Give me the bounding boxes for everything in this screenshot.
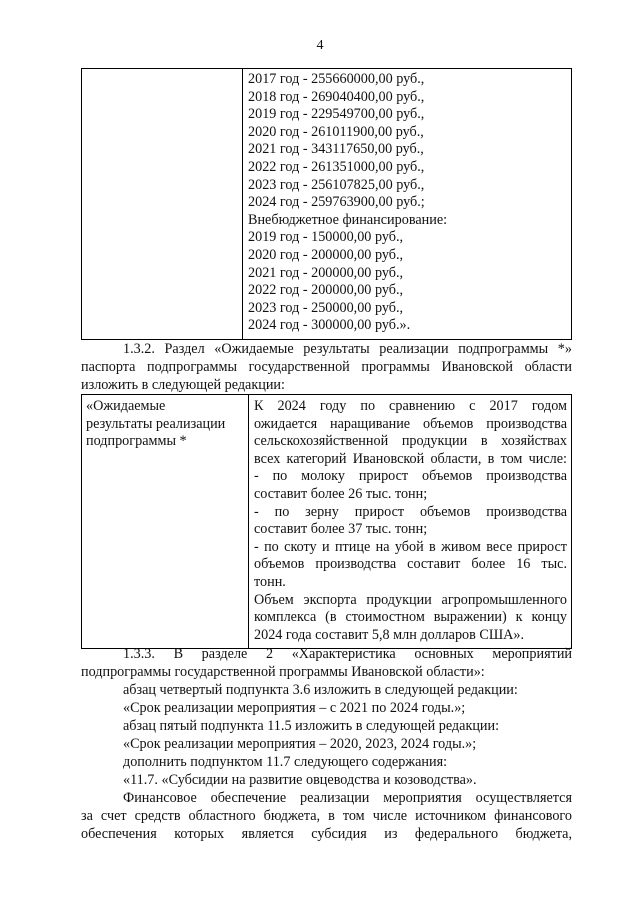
section-1-3-3-line: дополнить подпунктом 11.7 следующего содержания: xyxy=(123,754,448,770)
page-number: 4 xyxy=(316,38,324,53)
section-1-3-3-line: «11.7. «Субсидии на развитие овцеводства и козоводства». xyxy=(123,772,477,788)
section-1-3-3-line: «Срок реализации мероприятия – 2020, 2023, 2024 годы.»; xyxy=(123,736,477,752)
results-content-line: комплекса (в стоимостном выражении) к концу xyxy=(254,609,567,626)
results-content-line: тонн. xyxy=(254,573,286,590)
results-content-line: сельскохозяйственной продукции в хозяйствах xyxy=(254,433,567,450)
budget-line-2023: 2023 год - 256107825,00 руб., xyxy=(248,176,425,193)
results-content-line: 2024 года составит 5,8 млн долларов США». xyxy=(254,626,525,643)
results-content-line: - по зерну прирост объемов производства xyxy=(254,503,567,520)
table-row xyxy=(82,395,572,649)
section-1-3-2-line: изложить в следующей редакции: xyxy=(81,377,285,393)
budget-line-2019: 2019 год - 229549700,00 руб., xyxy=(248,106,425,123)
funding-table-content-cell xyxy=(243,69,572,340)
section-1-3-3-line: абзац пятый подпункта 11.5 изложить в следующей редакции: xyxy=(123,718,500,734)
results-content-line: ожидается наращивание объемов производства xyxy=(254,415,567,432)
results-content-line: - по молоку прирост объемов производства xyxy=(254,468,567,485)
section-1-3-3 xyxy=(81,645,572,843)
section-1-3-3-line: абзац четвертый подпункта 3.6 изложить в следующей редакции: xyxy=(123,682,518,698)
funding-table xyxy=(81,68,572,340)
results-content-line: всех категорий Ивановской области, в том числе: xyxy=(254,450,567,467)
extrabudget-line-2024: 2024 год - 300000,00 руб.». xyxy=(248,317,411,334)
results-table-label-cell xyxy=(82,395,249,649)
extrabudget-line-2020: 2020 год - 200000,00 руб., xyxy=(248,246,404,263)
results-label-line: результаты реализации xyxy=(86,415,226,432)
section-1-3-2-line: паспорта подпрограммы государственной программы Ивановской области xyxy=(81,359,572,375)
section-1-3-3-line: Финансовое обеспечение реализации мероприятия осуществляется xyxy=(123,790,572,806)
section-1-3-3-line: 1.3.3. В разделе 2 «Характеристика основных мероприятий xyxy=(123,646,572,662)
results-content-line: составит более 37 тыс. тонн; xyxy=(254,521,428,538)
section-1-3-3-line: обеспечения которых является субсидия из федерального бюджета, xyxy=(81,826,572,842)
results-content-line: объемов производства составит более 16 тыс. xyxy=(254,556,567,573)
results-content-line: составит более 26 тыс. тонн; xyxy=(254,485,428,502)
results-content-line: К 2024 году по сравнению с 2017 годом xyxy=(254,398,567,414)
section-1-3-3-line: за счет средств областного бюджета, в том числе источником финансового xyxy=(81,808,572,824)
budget-line-2017: 2017 год - 255660000,00 руб., xyxy=(248,71,425,87)
results-content-line: Объем экспорта продукции агропромышленного xyxy=(254,591,567,608)
extrabudget-line-2022: 2022 год - 200000,00 руб., xyxy=(248,282,404,299)
results-content-line: - по скоту и птице на убой в живом весе прирост xyxy=(254,538,567,555)
budget-line-2024: 2024 год - 259763900,00 руб.; xyxy=(248,194,425,211)
results-table-content-cell xyxy=(249,395,572,649)
extrabudget-line-2021: 2021 год - 200000,00 руб., xyxy=(248,264,404,281)
results-table xyxy=(81,394,572,649)
budget-line-2022: 2022 год - 261351000,00 руб., xyxy=(248,158,425,175)
results-label-line: подпрограммы * xyxy=(86,433,187,450)
section-1-3-2-line: 1.3.2. Раздел «Ожидаемые результаты реализации подпрограммы *» xyxy=(123,341,572,357)
budget-line-2018: 2018 год - 269040400,00 руб., xyxy=(248,88,425,105)
section-1-3-2 xyxy=(81,340,572,394)
funding-table-label-cell xyxy=(82,69,243,340)
budget-line-2020: 2020 год - 261011900,00 руб., xyxy=(248,123,424,140)
table-row xyxy=(82,69,572,340)
extrabudget-line-2019: 2019 год - 150000,00 руб., xyxy=(248,229,404,246)
results-label-line: «Ожидаемые xyxy=(86,398,166,414)
section-1-3-3-line: «Срок реализации мероприятия – с 2021 по 2024 годы.»; xyxy=(123,700,466,716)
section-1-3-3-line: подпрограммы государственной программы Ивановской области»: xyxy=(81,664,485,680)
extrabudget-line-2023: 2023 год - 250000,00 руб., xyxy=(248,299,404,316)
extrabudget-header: Внебюджетное финансирование: xyxy=(248,211,448,228)
budget-line-2021: 2021 год - 343117650,00 руб., xyxy=(248,141,424,158)
